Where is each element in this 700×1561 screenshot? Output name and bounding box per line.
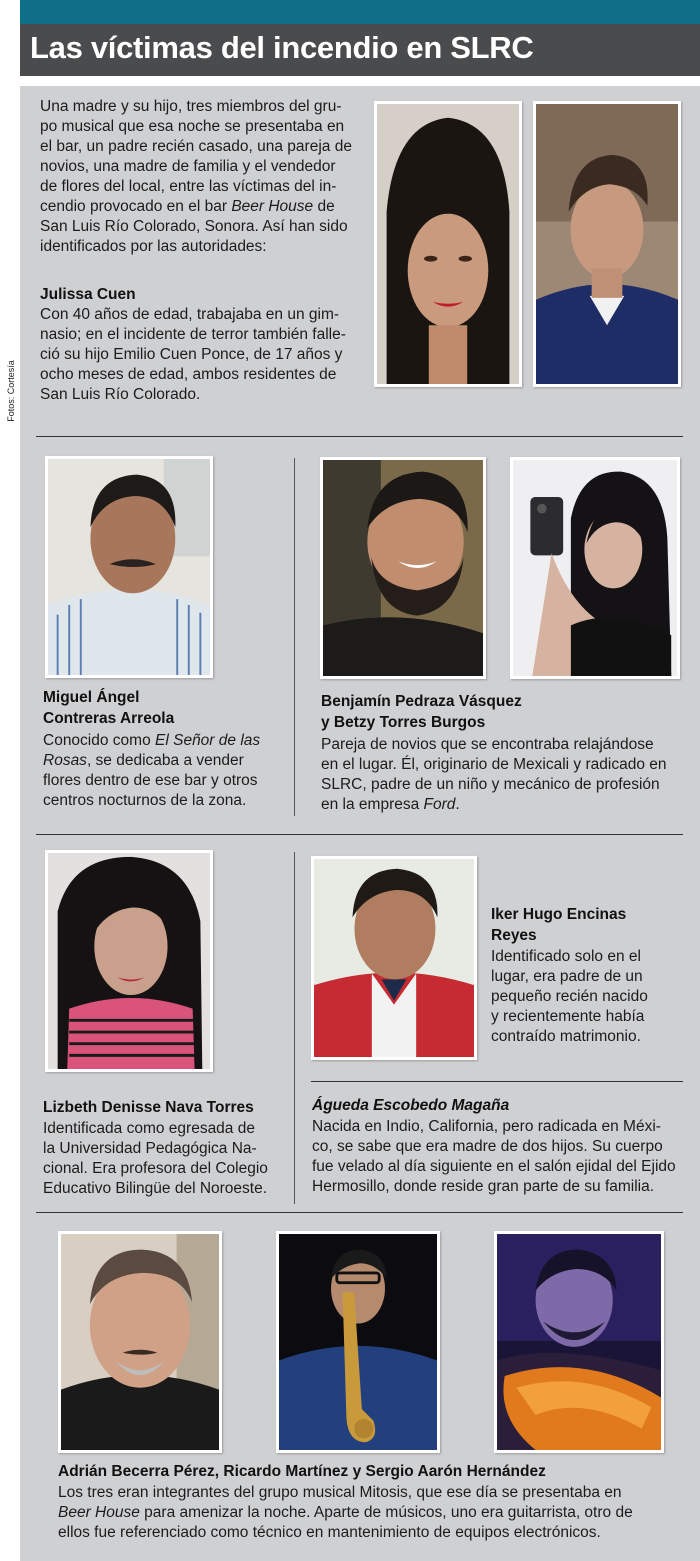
photo-adrian-becerra [58, 1231, 222, 1453]
page-title: Las víctimas del incendio en SLRC [30, 30, 534, 65]
victim-name: Julissa Cuen [40, 286, 136, 303]
victim-name: Lizbeth Denisse Nava Torres [43, 1099, 254, 1116]
photo-ricardo-martinez [276, 1231, 440, 1453]
section-divider [36, 436, 683, 437]
photo-iker-encinas [311, 856, 477, 1060]
photo-benjamin-pedraza [320, 457, 486, 679]
section-divider [36, 834, 683, 835]
photo-sergio-aaron-hernandez [494, 1231, 664, 1453]
victim-name: Águeda Escobedo Magaña [312, 1097, 510, 1114]
section-divider [36, 1212, 683, 1213]
photo-julissa-cuen [374, 101, 522, 387]
bar-name: Beer House [58, 1504, 140, 1521]
photo-betzy-torres [510, 457, 680, 679]
victim-name: Adrián Becerra Pérez, Ricardo Martínez y Sergio Aarón Hernández [58, 1463, 546, 1480]
photo-lizbeth-nava [45, 850, 213, 1072]
section-divider [311, 1081, 683, 1082]
photo-miguel-angel-contreras [45, 456, 213, 678]
photo-emilio-cuen [533, 101, 681, 387]
bar-name: Beer House [231, 198, 314, 215]
header-accent-bar [20, 0, 700, 24]
photo-credit: Fotos: Cortesía [6, 360, 16, 422]
column-divider [294, 458, 295, 816]
column-divider [294, 852, 295, 1204]
title-bar [20, 24, 700, 76]
